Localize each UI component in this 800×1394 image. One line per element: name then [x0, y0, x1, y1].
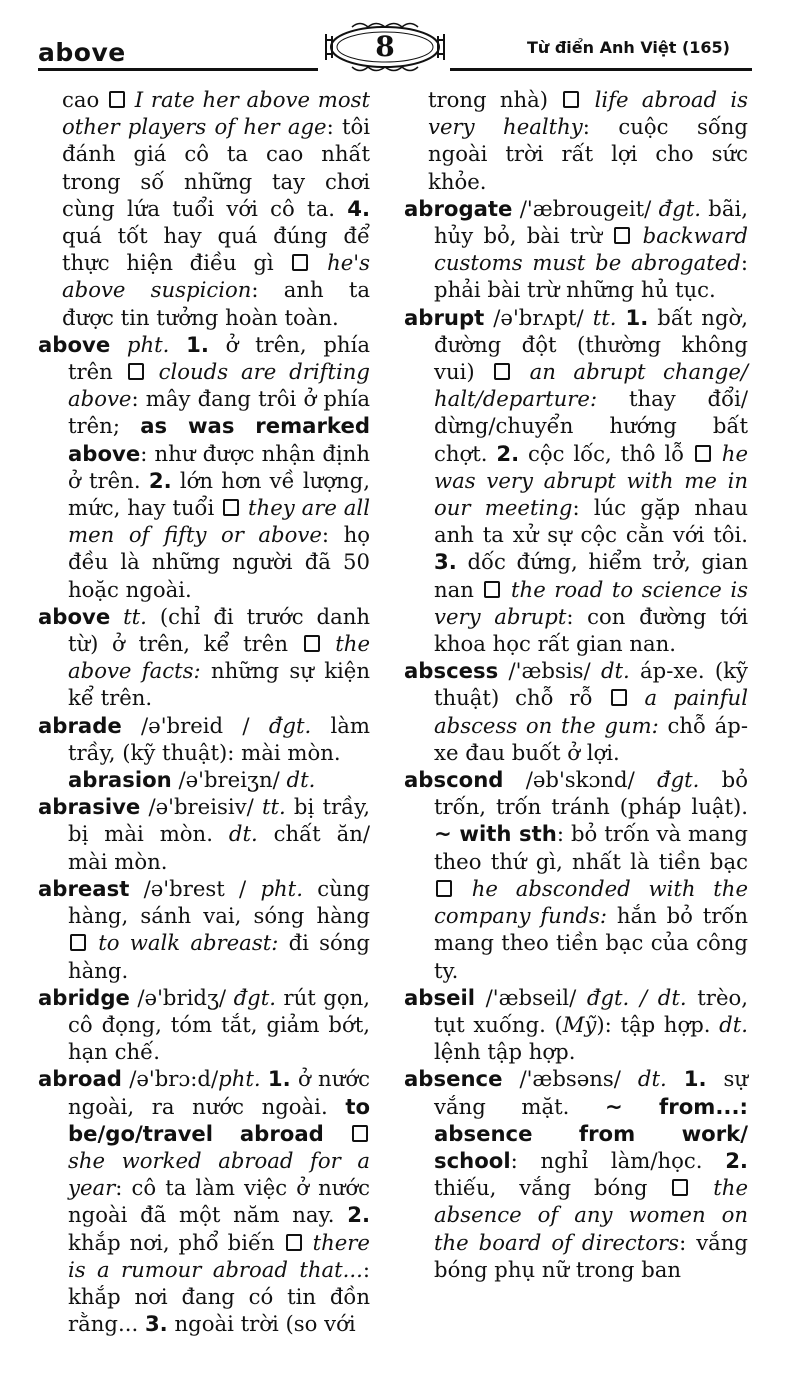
entry-abseil: abseil /'æbseil/ đgt. / dt. trèo, tụt xuống. (Mỹ): tập hợp. dt. lệnh tập hợp. [404, 984, 748, 1065]
entry-abroad: abroad /ə'brɔ:d/pht. 1. ở nước ngoài, ra nước ngoài. to be/go/travel abroad she worked abroad for a year: cô ta làm việc ở nước ngoài đã một năm nay. 2. khắp nơi, phổ biến there is a rumour abroad that...: khắp nơi đang có tin đồn rằng... 3. ngoài trời (so với [38, 1066, 370, 1337]
page-header [0, 0, 800, 80]
example-marker-icon [484, 581, 500, 598]
headword: above [38, 331, 111, 357]
running-title: Từ điển Anh Việt (165) [526, 38, 730, 57]
entry-abrogate: abrogate /'æbrougeit/ đgt. bãi, hủy bỏ, bài trừ backward customs must be abrogated: phải bài trừ những hủ tục. [404, 195, 748, 303]
entry-above-tt: above tt. (chỉ đi trước danh từ) ở trên, kể trên the above facts: những sự kiện kể trên. [38, 603, 370, 711]
header-rule-left [38, 68, 318, 71]
headword: abroad [38, 1066, 122, 1092]
headword: above [38, 603, 111, 629]
example-marker-icon [109, 91, 125, 108]
page-number: 8 [375, 30, 395, 63]
headword: abrasion [68, 767, 172, 793]
headword: absence [404, 1066, 503, 1092]
example-marker-icon [672, 1179, 688, 1196]
example-marker-icon [611, 689, 627, 706]
headword: abrupt [404, 304, 485, 330]
headword: abrade [38, 712, 122, 738]
example-marker-icon [614, 227, 630, 244]
example-marker-icon [352, 1125, 368, 1142]
example-marker-icon [695, 445, 711, 462]
header-rule-right [450, 68, 752, 71]
headword: abrogate [404, 195, 513, 221]
entry-abscond: abscond /əb'skɔnd/ đgt. bỏ trốn, trốn tránh (pháp luật). ~ with sth: bỏ trốn và mang theo thứ gì, nhất là tiền bạc he absconded with the company funds: hắn bỏ trốn mang theo tiền bạc của công ty. [404, 767, 748, 983]
headword: abrasive [38, 794, 141, 820]
headword: abseil [404, 984, 475, 1010]
example-marker-icon [304, 635, 320, 652]
entry-abscess: abscess /'æbsis/ dt. áp-xe. (kỹ thuật) chỗ rỗ a painful abscess on the gum: chỗ áp-xe đau buốt ở lợi. [404, 658, 748, 765]
entry-absence: absence /'æbsəns/ dt. 1. sự vắng mặt. ~ from...: absence from work/ school: nghỉ làm/học. 2. thiếu, vắng bóng the absence of any women on the board of directors: vắng bóng phụ nữ trong ban [404, 1066, 748, 1282]
headword: abscess [404, 658, 499, 684]
example-marker-icon [223, 499, 239, 516]
entry-abrupt: abrupt /ə'brʌpt/ tt. 1. bất ngờ, đường đột (thường không vui) an abrupt change/ halt/departure: thay đổi/ dừng/chuyển hướng bất chợt. 2. cộc lốc, thô lỗ he was very abrupt with me in our meeting: lúc gặp nhau anh ta xử sự cộc cằn với tôi. 3. dốc đứng, hiểm trở, gian nan the road to science is very abrupt: con đường tới khoa học rất gian nan. [404, 304, 748, 657]
example-marker-icon [563, 91, 579, 108]
headword: abscond [404, 767, 504, 793]
entry-abroad-continuation: trong nhà) life abroad is very healthy: cuộc sống ngoài trời rất lợi cho sức khỏe. [428, 87, 748, 194]
example-marker-icon [292, 254, 308, 271]
example-marker-icon [494, 363, 510, 380]
entry-abrade: abrade /ə'breid / đgt. làm trầy, (kỹ thuật): mài mòn. abrasion /ə'breiʒn/ dt. [38, 712, 370, 793]
headword: abridge [38, 984, 130, 1010]
example-marker-icon [70, 934, 86, 951]
entry-above-continuation: cao I rate her above most other players of her age: tôi đánh giá cô ta cao nhất trong số những tay chơi cùng lứa tuổi với cô ta. 4. quá tốt hay quá đúng để thực hiện điều gì he's above suspicion: anh ta được tin tưởng hoàn toàn. [62, 87, 370, 330]
example-marker-icon [286, 1234, 302, 1251]
left-column [38, 86, 370, 1337]
example-marker-icon [128, 363, 144, 380]
entry-above-pht: above pht. 1. ở trên, phía trên clouds are drifting above: mây đang trôi ở phía trên; as was remarked above: như được nhận định ở trên. 2. lớn hơn về lượng, mức, hay tuổi they are all men of fifty or above: họ đều là những người đã 50 hoặc ngoài. [38, 331, 370, 602]
entry-abridge: abridge /ə'bridʒ/ đgt. rút gọn, cô đọng, tóm tắt, giảm bớt, hạn chế. [38, 984, 370, 1065]
guide-word-left: above [38, 38, 126, 67]
headword: abreast [38, 875, 130, 901]
right-column [404, 86, 748, 1283]
entry-abreast: abreast /ə'brest / pht. cùng hàng, sánh vai, sóng hàng to walk abreast: đi sóng hàng. [38, 875, 370, 983]
entry-abrasive: abrasive /ə'breisiv/ tt. bị trầy, bị mài mòn. dt. chất ăn/ mài mòn. [38, 794, 370, 874]
example-marker-icon [436, 880, 452, 897]
